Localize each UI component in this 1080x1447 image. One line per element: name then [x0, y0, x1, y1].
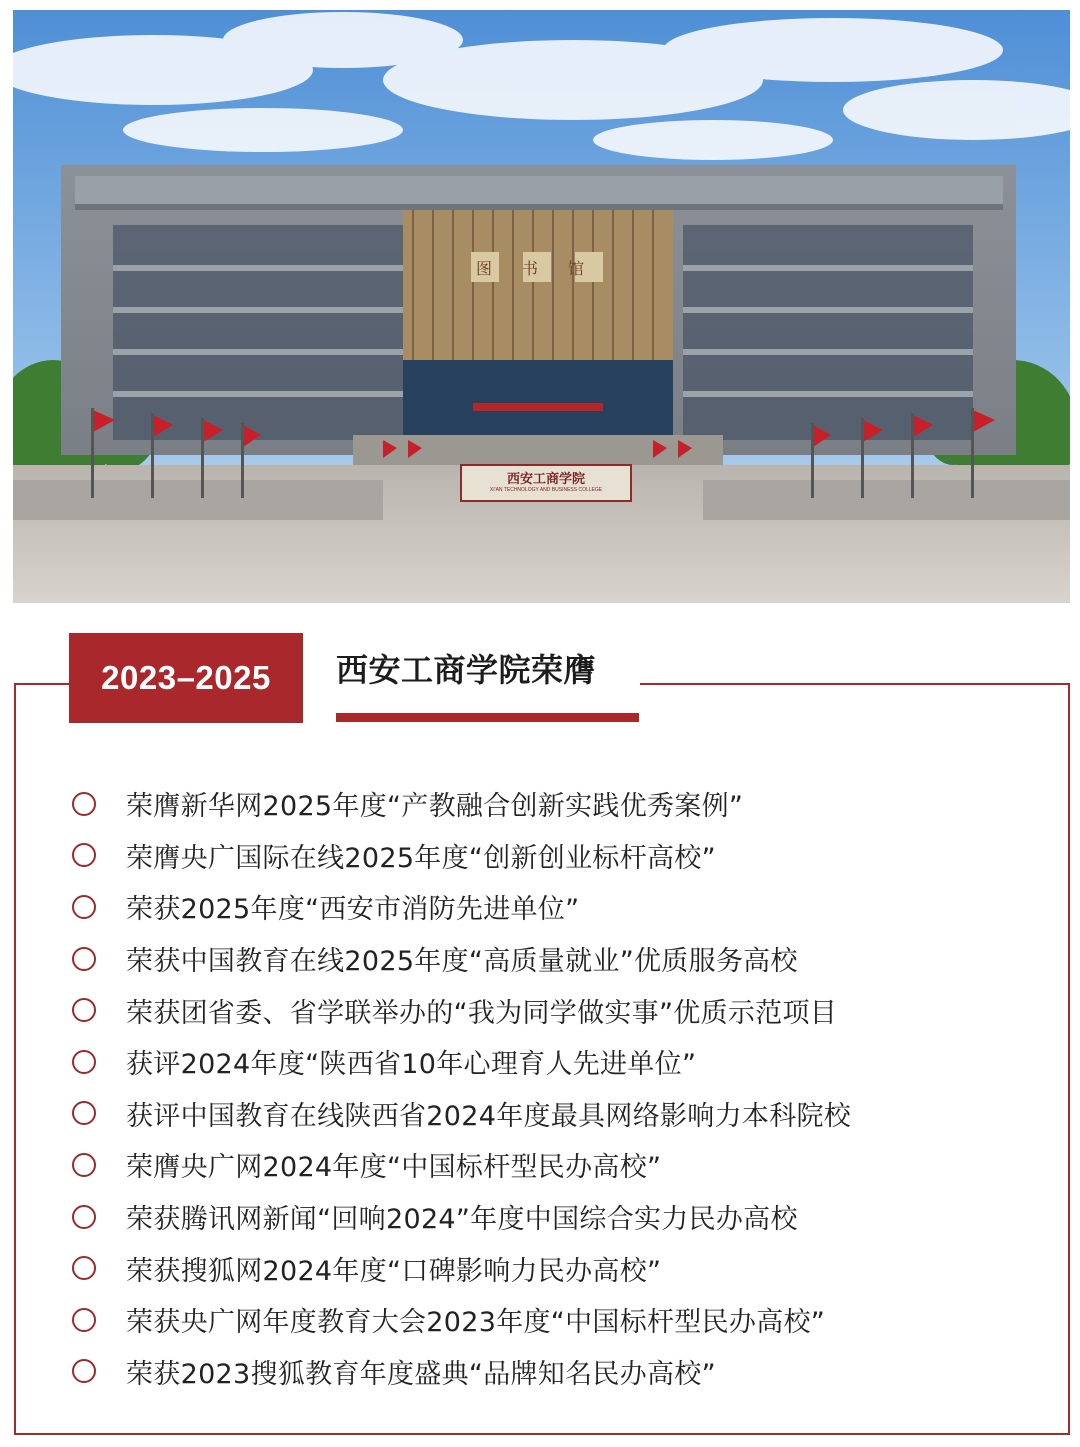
circle-bullet-icon: [72, 792, 96, 816]
circle-bullet-icon: [72, 1256, 96, 1280]
award-item: [72, 830, 1062, 882]
award-text: 荣获2025年度“西安市消防先进单位”: [126, 894, 580, 926]
award-text: 获评2024年度“陕西省10年心理育人先进单位”: [126, 1049, 697, 1081]
award-text: 获评中国教育在线陕西省2024年度最具网络影响力本科院校: [126, 1100, 852, 1132]
circle-bullet-icon: [72, 1205, 96, 1229]
award-item: [72, 1191, 1062, 1243]
award-item: [72, 1088, 1062, 1140]
award-item: [72, 1139, 1062, 1191]
award-text: 荣获央广网年度教育大会2023年度“中国标杆型民办高校”: [126, 1307, 826, 1339]
campus-photo: [13, 10, 1070, 603]
title-underline: [336, 713, 639, 722]
award-item: [72, 778, 1062, 830]
circle-bullet-icon: [72, 895, 96, 919]
award-text: 荣膺央广网2024年度“中国标杆型民办高校”: [126, 1152, 662, 1184]
award-text: 荣获搜狐网2024年度“口碑影响力民办高校”: [126, 1255, 662, 1287]
award-item: [72, 933, 1062, 985]
campus-sign-title: 西安工商学院: [506, 471, 585, 487]
circle-bullet-icon: [72, 1359, 96, 1383]
award-item: [72, 1346, 1062, 1398]
award-item: [72, 1036, 1062, 1088]
campus-sign: [461, 465, 631, 501]
award-item: [72, 984, 1062, 1036]
awards-list: [72, 778, 1062, 1397]
award-text: 荣获团省委、省学联举办的“我为同学做实事”优质示范项目: [126, 997, 838, 1029]
library-plaque: [471, 252, 615, 282]
year-range-badge: 2023–2025: [69, 633, 303, 723]
circle-bullet-icon: [72, 1153, 96, 1177]
campus-sign-subtitle: XI'AN TECHNOLOGY AND BUSINESS COLLEGE: [489, 486, 603, 493]
award-item: [72, 1294, 1062, 1346]
award-text: 荣获中国教育在线2025年度“高质量就业”优质服务高校: [126, 946, 798, 978]
award-text: 荣获2023搜狐教育年度盛典“品牌知名民办高校”: [126, 1358, 716, 1390]
award-item: [72, 1242, 1062, 1294]
circle-bullet-icon: [72, 1308, 96, 1332]
circle-bullet-icon: [72, 1050, 96, 1074]
circle-bullet-icon: [72, 843, 96, 867]
award-text: 荣膺新华网2025年度“产教融合创新实践优秀案例”: [126, 791, 744, 823]
library-plaque-text: 图书馆: [476, 258, 615, 278]
circle-bullet-icon: [72, 947, 96, 971]
award-text: 荣获腾讯网新闻“回响2024”年度中国综合实力民办高校: [126, 1204, 798, 1236]
circle-bullet-icon: [72, 1101, 96, 1125]
award-item: [72, 881, 1062, 933]
panel-title: 西安工商学院荣膺: [336, 651, 597, 689]
award-text: 荣膺央广国际在线2025年度“创新创业标杆高校”: [126, 842, 716, 874]
circle-bullet-icon: [72, 998, 96, 1022]
